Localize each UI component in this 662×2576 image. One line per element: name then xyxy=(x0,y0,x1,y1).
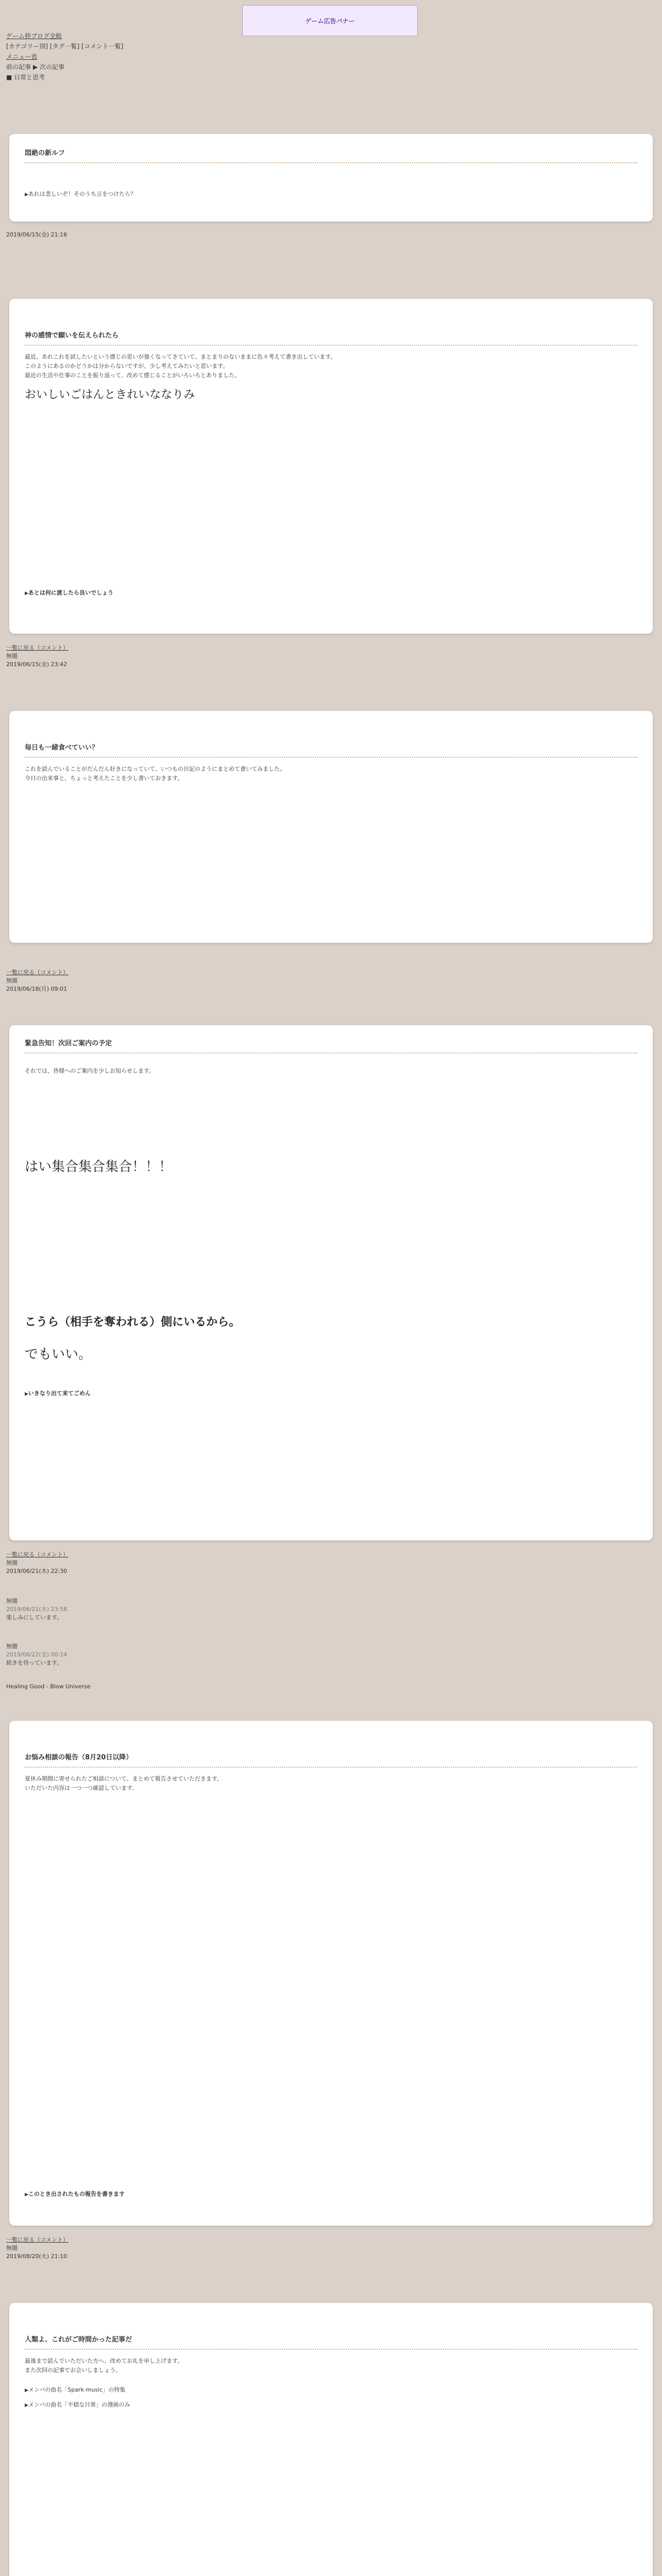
prev-next-nav[interactable]: 前の記事 ▶ 次の記事 xyxy=(6,63,64,71)
category-nav-links[interactable]: [カテゴリー別] [タグ一覧] [コメント一覧] xyxy=(6,43,124,50)
post-body xyxy=(25,2357,637,2410)
post-body xyxy=(25,1774,637,2199)
comment-link[interactable]: 一覧に戻る（コメント） xyxy=(6,969,69,976)
comment-link[interactable]: 一覧に戻る（コメント） xyxy=(6,2236,69,2243)
top-banner-ad[interactable]: ゲーム広告バナー xyxy=(242,5,418,36)
comment-name: 無題 xyxy=(6,1643,18,1650)
post-card-6 xyxy=(9,2303,653,2576)
comment-text: 続きを待っています。 xyxy=(6,1659,63,1666)
comment-link[interactable]: 一覧に戻る（コメント） xyxy=(6,1551,69,1558)
post-title: 神の感情で願いを伝えられたら xyxy=(25,330,637,346)
post-date: 2019/06/21(木) 22:30 xyxy=(6,1568,68,1574)
post-card-1 xyxy=(9,134,653,222)
comment-link[interactable]: 一覧に戻る（コメント） xyxy=(6,645,69,651)
post-body xyxy=(25,352,637,598)
post-author: 無題 xyxy=(6,2245,18,2251)
post-card-5 xyxy=(9,1721,653,2226)
post-meta xyxy=(6,644,656,669)
post-line: これを読んでいることがだんだん好きになっていて、いつもの日記のようにまとめて書いてみました。 xyxy=(25,766,286,772)
post-highlight: おいしいごはんときれいななりみ xyxy=(25,388,195,401)
post-body xyxy=(25,1066,637,1399)
post-line: 最近、あれこれを試したいという感じの思いが強くなってきていて、まとまりのないままに色々考えて書き出しています。 xyxy=(25,353,336,360)
post-date: 2019/08/20(火) 21:10 xyxy=(6,2253,68,2260)
post-body xyxy=(25,765,637,783)
external-link-1[interactable]: ▶ メンバの曲名「Spark-music」の特集 xyxy=(25,2385,637,2395)
post-highlight: はい集合集合集合！！！ xyxy=(25,1159,173,1175)
post-date: 2019/06/15(金) 21:16 xyxy=(6,231,68,238)
post-tail-link[interactable]: ▶ このとき出されたもの報告を書きます xyxy=(25,2190,637,2199)
post-author: 無題 xyxy=(6,1560,18,1566)
post-line: それでは、皆様へのご案内を少しお知らせします。 xyxy=(25,1067,155,1074)
external-link-2[interactable]: ▶ メンバの曲名「平穏な日常」の漫画のみ xyxy=(25,2400,637,2410)
post-card-3 xyxy=(9,711,653,943)
post-line: このようにあるのかどうかは分からないですが、少し考えてみたいと思います。 xyxy=(25,363,229,369)
breadcrumb-link[interactable]: ゲーム枠ブログ全般 xyxy=(6,32,62,40)
comment-name: 無題 xyxy=(6,1598,18,1604)
post-author: 無題 xyxy=(6,977,18,984)
category-label: ■ 日常と思考 xyxy=(6,74,45,81)
post-line: いただいた内容は一つ一つ確認しています。 xyxy=(25,1785,138,1791)
post-title: 緊急告知！次回ご案内の予定 xyxy=(25,1038,637,1054)
comment-date: 2019/06/21(木) 23:58 xyxy=(6,1606,68,1613)
top-navigation xyxy=(6,31,123,82)
post-meta xyxy=(6,231,656,239)
post-tail-link[interactable]: ▶ あとは何に渡したら良いでしょう xyxy=(25,588,637,598)
post-line: ▶ あれは悲しいぞ！そのうち言をつけたら？ xyxy=(25,190,637,199)
post-meta xyxy=(6,969,656,993)
post-title: 悶絶の新ルフ xyxy=(25,147,637,163)
post-line: 今日の出来事と、ちょっと考えたことを少し書いておきます。 xyxy=(25,775,184,782)
comment-date: 2019/06/22(金) 00:14 xyxy=(6,1651,68,1658)
post-card-4 xyxy=(9,1025,653,1540)
post-meta xyxy=(6,2236,656,2261)
post-tail-link[interactable]: ▶ いきなり出て来てごめん xyxy=(25,1389,637,1399)
post-highlight-2: こうら（相手を奪われる）側にいるから。 xyxy=(25,1316,241,1329)
post-title: 毎日も一緒食べていい？ xyxy=(25,742,637,758)
post-card-2 xyxy=(9,299,653,634)
post-line: また次回の記事でお会いしましょう。 xyxy=(25,2367,121,2374)
post-date: 2019/06/18(月) 09:01 xyxy=(6,986,68,992)
post-author: 無題 xyxy=(6,653,18,659)
comment-text: 楽しみにしています。 xyxy=(6,1614,63,1621)
post-title: 人類よ、これがご時間かった記事だ xyxy=(25,2334,637,2350)
comment-section xyxy=(6,1597,656,1691)
menu-link[interactable]: メニュー表 xyxy=(6,53,38,60)
post-date: 2019/06/15(金) 23:42 xyxy=(6,661,68,668)
post-line: 最後まで読んでいただいた方へ、改めてお礼を申し上げます。 xyxy=(25,2358,184,2364)
post-line: 最近の生活や仕事のことを振り返って、改めて感じることがいろいろとありました。 xyxy=(25,372,240,379)
post-line: 夏休み期間に寄せられたご相談について、まとめて報告させていただきます。 xyxy=(25,1775,223,1782)
post-body xyxy=(25,190,637,199)
post-highlight-3: でもいい。 xyxy=(25,1347,92,1362)
external-link[interactable]: Healing Good - Blow Universe xyxy=(6,1683,91,1690)
post-meta xyxy=(6,1551,656,1575)
post-title: お悩み相談の報告（8月20日以降） xyxy=(25,1752,637,1768)
